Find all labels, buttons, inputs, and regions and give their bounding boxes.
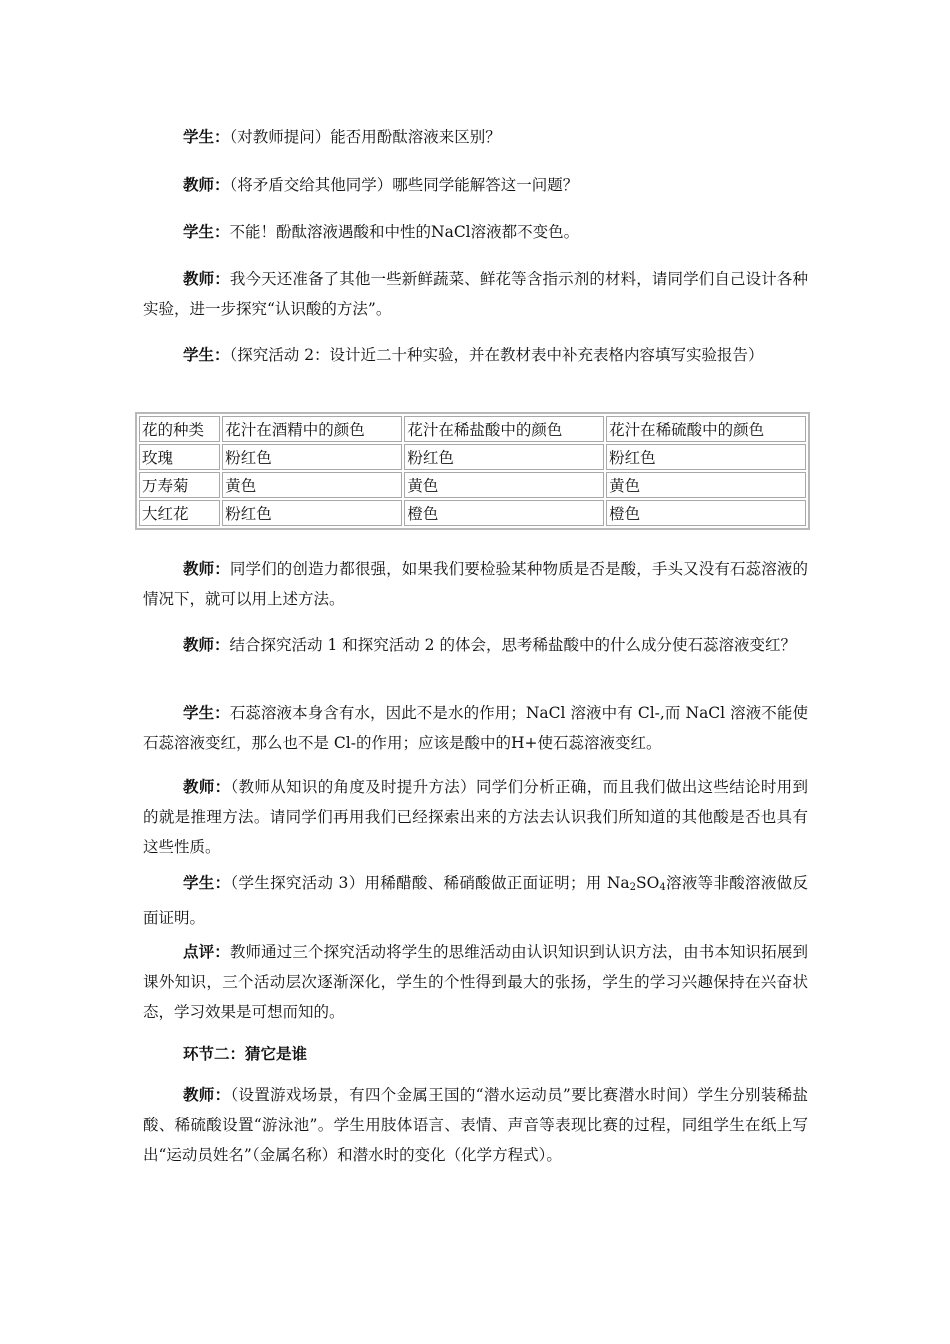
paragraph-text: （探究活动 2：设计近二十种实验，并在教材表中补充表格内容填写实验报告） [229, 346, 764, 364]
speaker-label: 教师： [183, 1085, 231, 1104]
table-row [139, 500, 806, 526]
table-header-cell: 花的种类 [139, 416, 220, 442]
paragraph-text: 溶液等非酸溶液做反面证明。 [143, 874, 808, 927]
paragraph-text: 我今天还准备了其他一些新鲜蔬菜、鲜花等含指示剂的材料，请同学们自己设计各种实验，进一步探究“认识酸的方法”。 [143, 270, 808, 318]
speaker-label: 学生： [183, 703, 230, 722]
paragraph-text: 不能！酚酞溶液遇酸和中性的NaCl溶液都不变色。 [229, 223, 580, 241]
paragraph [143, 554, 808, 614]
paragraph-text: SO [636, 874, 660, 892]
table-header-cell: 花汁在稀硫酸中的颜色 [606, 416, 806, 442]
paragraph-text: （设置游戏场景，有四个金属王国的“潜水运动员”要比赛潜水时间）学生分别装稀盐酸、稀硫酸设置“游泳池”。学生用肢体语言、表情、声音等表现比赛的过程，同组学生在纸上写出“运动员姓名”（金属名称）和潜水时的变化（化学方程式）。 [143, 1086, 808, 1164]
speaker-label: 教师： [183, 777, 231, 796]
flower-indicator-table [135, 412, 810, 530]
table-cell: 黄色 [222, 472, 402, 498]
table-cell: 黄色 [404, 472, 604, 498]
paragraph-text: （对教师提问）能否用酚酞溶液来区别？ [229, 128, 501, 146]
table-header-cell: 花汁在酒精中的颜色 [222, 416, 402, 442]
table-cell: 橙色 [404, 500, 604, 526]
table-cell: 粉红色 [222, 444, 402, 470]
speaker-label: 学生： [183, 873, 231, 892]
paragraph-text: （将矛盾交给其他同学）哪些同学能解答这一问题？ [229, 176, 579, 194]
speaker-label: 教师： [183, 269, 230, 288]
paragraph [143, 170, 808, 200]
table-cell: 万寿菊 [139, 472, 220, 498]
paragraph [143, 217, 808, 247]
paragraph-text: 同学们的创造力都很强，如果我们要检验某种物质是否是酸，手头又没有石蕊溶液的情况下，就可以用上述方法。 [143, 560, 808, 608]
paragraph [143, 122, 808, 152]
table-cell: 橙色 [606, 500, 806, 526]
table-cell: 粉红色 [222, 500, 402, 526]
speaker-label: 教师： [183, 175, 230, 194]
speaker-label: 点评： [183, 942, 230, 961]
paragraph [143, 1080, 808, 1170]
paragraph [143, 264, 808, 324]
table-cell: 大红花 [139, 500, 220, 526]
speaker-label: 教师： [183, 635, 230, 654]
paragraph [143, 772, 808, 862]
table-header-cell: 花汁在稀盐酸中的颜色 [404, 416, 604, 442]
paragraph [143, 937, 808, 1027]
paragraph-text: 结合探究活动 1 和探究活动 2 的体会，思考稀盐酸中的什么成分使石蕊溶液变红？ [229, 636, 796, 654]
table-row [139, 444, 806, 470]
paragraph [143, 698, 808, 758]
speaker-label: 学生： [183, 345, 230, 364]
paragraph [143, 868, 808, 933]
subscript: 4 [659, 882, 666, 893]
table-cell: 玫瑰 [139, 444, 220, 470]
paragraph [143, 340, 808, 370]
speaker-label: 教师： [183, 559, 230, 578]
speaker-label: 学生： [183, 222, 230, 241]
paragraph-text: （学生探究活动 3）用稀醋酸、稀硝酸做正面证明；用 Na [230, 874, 630, 892]
table-cell: 粉红色 [606, 444, 806, 470]
paragraph-text: 教师通过三个探究活动将学生的思维活动由认识知识到认识方法，由书本知识拓展到课外知识，三个活动层次逐渐深化，学生的个性得到最大的张扬，学生的学习兴趣保持在兴奋状态，学习效果是可想而知的。 [143, 943, 808, 1021]
paragraph-text: （教师从知识的角度及时提升方法）同学们分析正确，而且我们做出这些结论时用到的就是推理方法。请同学们再用我们已经探索出来的方法去认识我们所知道的其他酸是否也具有这些性质。 [143, 778, 808, 856]
paragraph-text: 石蕊溶液本身含有水，因此不是水的作用；NaCl 溶液中有 Cl-,而 NaCl 溶液不能使石蕊溶液变红，那么也不是 Cl-的作用；应该是酸中的H+使石蕊溶液变红。 [143, 704, 808, 752]
section-heading: 环节二：猜它是谁 [183, 1044, 308, 1063]
table-cell: 黄色 [606, 472, 806, 498]
table-header-row [139, 416, 806, 442]
speaker-label: 学生： [183, 127, 230, 146]
table-row [139, 472, 806, 498]
paragraph [143, 630, 808, 660]
table-cell: 粉红色 [404, 444, 604, 470]
subscript: 2 [629, 882, 637, 893]
